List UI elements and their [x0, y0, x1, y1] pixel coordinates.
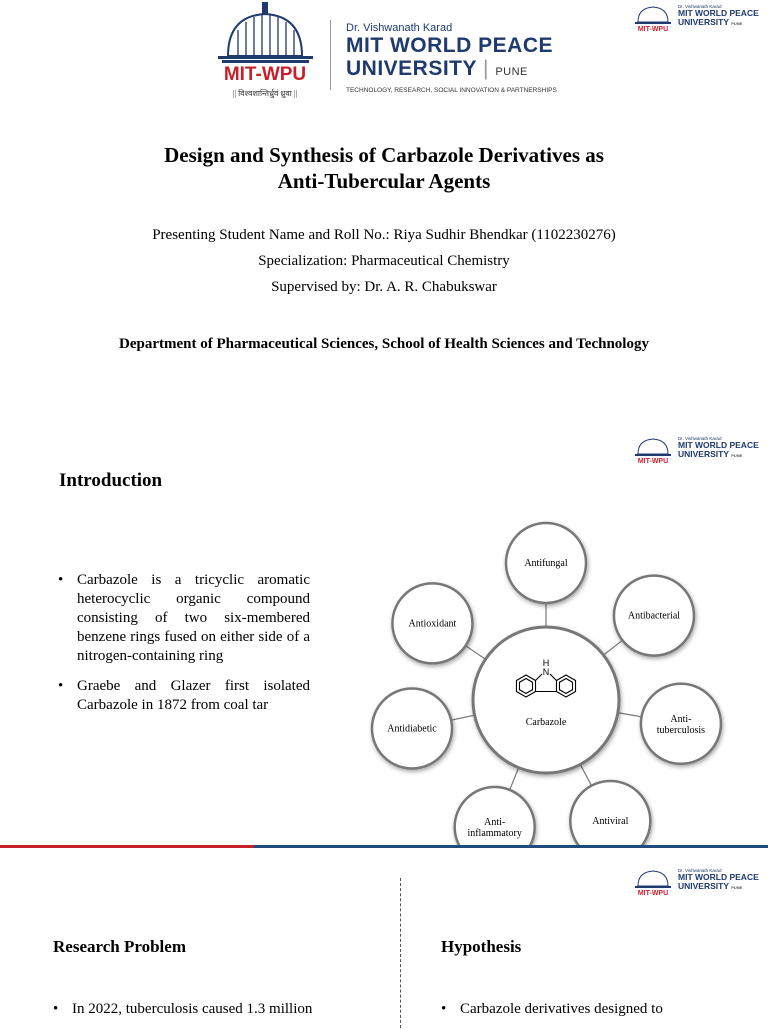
bullet-item: • In 2022, tuberculosis caused 1.3 million	[53, 1000, 371, 1019]
corner-logo-line2: UNIVERSITY	[678, 17, 729, 27]
corner-logo-line1: MIT WORLD PEACE	[678, 440, 759, 450]
hydrogen-label: H	[542, 658, 550, 668]
activity-label: Antidiabetic	[387, 723, 437, 735]
hypothesis-list	[441, 1000, 716, 1030]
activity-label: Anti-tuberculosis	[656, 713, 706, 736]
dome-logo-icon	[632, 436, 674, 470]
title-line-1: Design and Synthesis of Carbazole Derivatives as	[164, 143, 604, 167]
research-problem-list	[53, 1000, 371, 1030]
bullet-item: • Carbazole derivatives designed to	[441, 1000, 716, 1019]
center-label: Carbazole	[525, 717, 567, 728]
university-logo: MIT-WPU || विश्वशान्तिर्ध्रुवं ध्रुवा || Dr. Vishwanath Karad MIT WORLD PEACE UNIVERSITY | PUNE TECHNOLOGY, RESEARCH, SOCIAL INNOVATION & PARTNERSHIPS	[208, 0, 568, 105]
corner-logo-subtitle: Dr. Vishwanath Karad	[678, 868, 722, 873]
logo-tagline: TECHNOLOGY, RESEARCH, SOCIAL INNOVATION & PARTNERSHIPS	[346, 87, 557, 94]
activity-label: Antibacterial	[627, 610, 681, 622]
activity-label: Anti-inflammatory	[467, 817, 522, 840]
bullet-item: • Graebe and Glazer first isolated Carbazole in 1872 from coal tar	[58, 677, 310, 715]
nitrogen-label: N	[542, 667, 550, 677]
corner-logo-city: PUNE	[731, 21, 743, 26]
bullet-item: • Carbazole is a tricyclic aromatic heterocyclic organic compound consisting of two six-membered benzene rings fused on either side of a nitrogen-containing ring	[58, 571, 310, 666]
corner-logo-short: MIT-WPU	[637, 458, 669, 465]
hypothesis-heading: Hypothesis	[441, 937, 522, 956]
activity-label: Antifungal	[524, 558, 568, 569]
research-slide	[0, 848, 768, 1024]
student-info: Presenting Student Name and Roll No.: Riya Sudhir Bhendkar (1102230276)	[152, 227, 616, 243]
supervisor: Supervised by: Dr. A. R. Chabukswar	[271, 279, 497, 295]
corner-logo-city: PUNE	[731, 885, 743, 890]
corner-logo-line1: MIT WORLD PEACE	[678, 872, 759, 882]
logo-divider	[330, 20, 331, 90]
corner-logo	[632, 868, 764, 902]
activity-label: Antiviral	[592, 815, 629, 827]
corner-logo-city: PUNE	[731, 453, 743, 458]
corner-logo-short: MIT-WPU	[637, 26, 669, 33]
corner-logo-subtitle: Dr. Vishwanath Karad	[678, 4, 722, 9]
introduction-slide	[0, 412, 768, 848]
column-divider	[400, 878, 401, 1028]
corner-logo-subtitle: Dr. Vishwanath Karad	[678, 436, 722, 441]
logo-motto: || विश्वशान्तिर्ध्रुवं ध्रुवा ||	[232, 89, 298, 98]
logo-short-name: MIT-WPU	[223, 64, 307, 85]
corner-logo-line2: UNIVERSITY	[678, 881, 729, 891]
logo-name-line1: MIT WORLD PEACE	[346, 34, 553, 57]
center-node	[473, 627, 619, 773]
title-line-2: Anti-Tubercular Agents	[277, 169, 491, 193]
carbazole-activity-diagram	[382, 487, 706, 840]
title-slide	[0, 0, 768, 432]
corner-logo	[632, 4, 764, 38]
corner-logo-short: MIT-WPU	[637, 890, 669, 897]
corner-logo	[632, 436, 764, 470]
dome-logo-icon	[632, 868, 674, 902]
bullet-list	[58, 571, 310, 726]
specialization: Specialization: Pharmaceutical Chemistry	[258, 253, 510, 269]
research-problem-heading: Research Problem	[53, 937, 186, 956]
dome-logo-icon	[632, 4, 674, 38]
slide-heading: Introduction	[59, 470, 163, 491]
logo-name-line2: UNIVERSITY	[346, 57, 477, 80]
logo-subtitle: Dr. Vishwanath Karad	[346, 22, 453, 34]
logo-city: PUNE	[495, 66, 528, 78]
department: Department of Pharmaceutical Sciences, School of Health Sciences and Technology	[119, 336, 649, 352]
presentation-title	[0, 142, 768, 194]
activity-label: Antioxidant	[408, 618, 457, 630]
corner-logo-line2: UNIVERSITY	[678, 449, 729, 459]
corner-logo-line1: MIT WORLD PEACE	[678, 8, 759, 18]
